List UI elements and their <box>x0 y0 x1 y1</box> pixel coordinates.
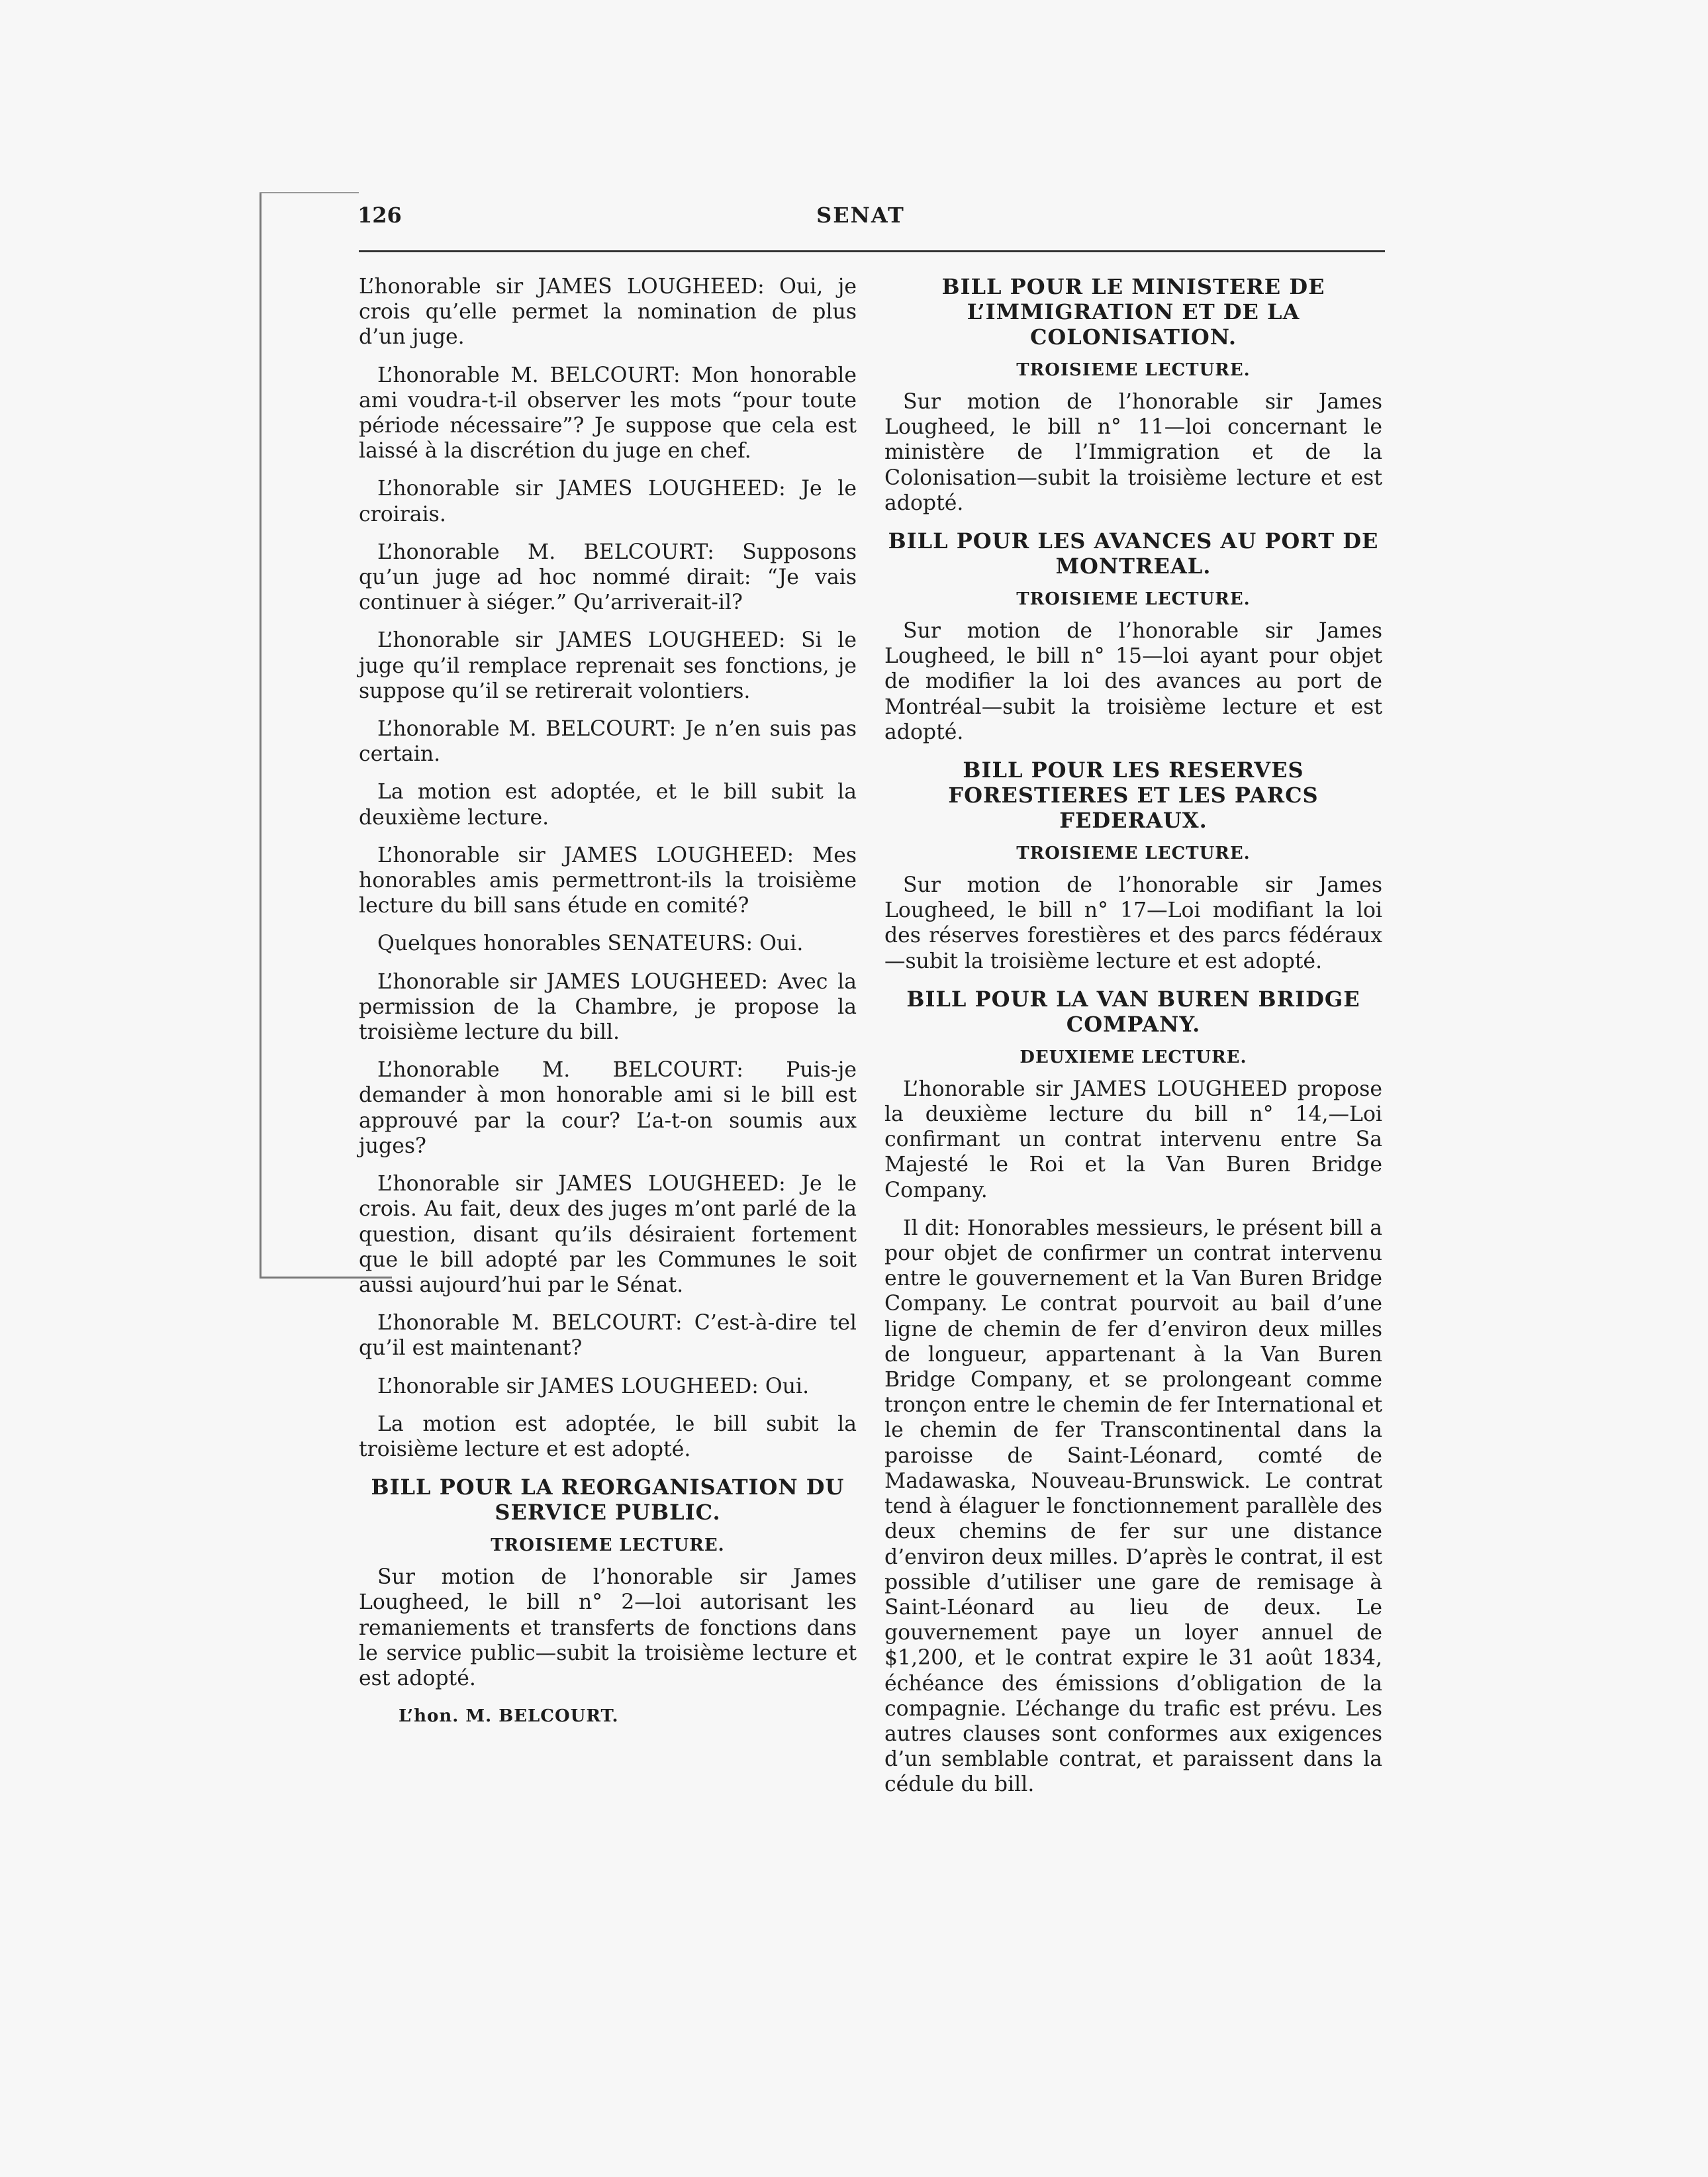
paragraph: L’honorable sir JAMES LOUGHEED: Avec la permission de la Chambre, je propose la troisième lecture du bill. <box>359 969 857 1045</box>
header-rule <box>359 250 1385 252</box>
paragraph: Il dit: Honorables messieurs, le présent bill a pour objet de confirmer un contrat intervenu entre le gouvernement et la Van Buren Bridge Company. Le contrat pourvoit au bail d’une ligne de chemin de fer d’environ deux milles de longueur, appartenant à la Van Buren Bridge Company, et se prolongeant comme tronçon entre le chemin de fer International et le chemin de fer Transcontinental dans la paroisse de Saint-Léonard, comté de Madawaska, Nouveau-Brunswick. Le contrat tend à élaguer le fonctionnement parallèle des deux chemins de fer sur une distance d’environ deux milles. D’après le contrat, il est possible d’utiliser une gare de remisage à Saint-Léonard au lieu de deux. Le gouvernement paye un loyer annuel de $1,200, et le contrat expire le 31 août 1834, échéance des émissions d’obligation de la compagnie. L’échange du trafic est prévu. Les autres clauses sont conformes aux exigences d’un semblable contrat, et paraissent dans la cédule du bill. <box>884 1216 1382 1797</box>
section-heading: BILL POUR LES AVANCES AU PORT DE MONTREAL. <box>888 528 1379 579</box>
paragraph: L’honorable sir JAMES LOUGHEED propose la deuxième lecture du bill n° 14,—Loi confirmant un contrat intervenu entre Sa Majesté le Roi et la Van Buren Bridge Company. <box>884 1077 1382 1202</box>
paragraph: L’honorable sir JAMES LOUGHEED: Oui, je crois qu’elle permet la nomination de plus d’un juge. <box>359 275 857 350</box>
paragraph: Sur motion de l’honorable sir James Lougheed, le bill n° 2—loi autorisant les remaniements et transferts de fonctions dans le service public—subit la troisième lecture et est adopté. <box>359 1565 857 1690</box>
left-column <box>359 274 857 1729</box>
paragraph: L’honorable M. BELCOURT: C’est-à-dire tel qu’il est maintenant? <box>359 1311 857 1361</box>
page-number: 126 <box>357 203 402 228</box>
page-border-left <box>260 192 261 1278</box>
section-heading: BILL POUR LE MINISTERE DE L’IMMIGRATION ET DE LA COLONISATION. <box>941 274 1325 350</box>
paragraph: L’honorable M. BELCOURT: Je n’en suis pas certain. <box>359 717 857 767</box>
paragraph: L’honorable sir JAMES LOUGHEED: Je le croirais. <box>359 477 857 526</box>
signoff: L’hon. M. BELCOURT. <box>399 1706 619 1727</box>
paragraph: La motion est adoptée, et le bill subit la deuxième lecture. <box>359 780 857 830</box>
paragraph: L’honorable M. BELCOURT: Mon honorable ami voudra-t-il observer les mots “pour toute période nécessaire”? Je suppose que cela est laissé à la discrétion du juge en chef. <box>359 363 857 463</box>
right-column <box>884 274 1382 1810</box>
section-subheading: TROISIEME LECTURE. <box>1016 844 1251 864</box>
paragraph: La motion est adoptée, le bill subit la troisième lecture et est adopté. <box>359 1412 857 1461</box>
paragraph: Sur motion de l’honorable sir James Lougheed, le bill n° 17—Loi modifiant la loi des réserves forestières et des parcs fédéraux—subit la troisième lecture et est adopté. <box>884 873 1382 973</box>
section-heading: BILL POUR LA REORGANISATION DU SERVICE PUBLIC. <box>371 1475 845 1525</box>
section-subheading: TROISIEME LECTURE. <box>491 1535 725 1556</box>
section-subheading: TROISIEME LECTURE. <box>1016 360 1251 380</box>
paragraph: L’honorable M. BELCOURT: Supposons qu’un juge ad hoc nommé dirait: “Je vais continuer à siéger.” Qu’arriverait-il? <box>359 540 857 615</box>
section-subheading: DEUXIEME LECTURE. <box>1020 1047 1247 1067</box>
paragraph: Sur motion de l’honorable sir James Lougheed, le bill n° 11—loi concernant le ministère de l’Immigration et de la Colonisation—subit la troisième lecture et est adopté. <box>884 390 1382 515</box>
section-subheading: TROISIEME LECTURE. <box>1016 589 1251 610</box>
paragraph: L’honorable sir JAMES LOUGHEED: Je le crois. Au fait, deux des juges m’ont parlé de la question, disant qu’ils désiraient fortement que le bill adopté par les Communes le soit aussi aujourd’hui par le Sénat. <box>359 1172 857 1297</box>
paragraph: L’honorable sir JAMES LOUGHEED: Oui. <box>377 1374 810 1398</box>
paragraph: L’honorable sir JAMES LOUGHEED: Mes honorables amis permettront-ils la troisième lecture du bill sans étude en comité? <box>359 843 857 918</box>
paragraph: L’honorable M. BELCOURT: Puis-je demander à mon honorable ami si le bill est approuvé par la cour? L’a-t-on soumis aux juges? <box>359 1058 857 1158</box>
running-head: SENAT <box>816 203 905 228</box>
page-border-top <box>260 192 359 193</box>
paragraph: Sur motion de l’honorable sir James Lougheed, le bill n° 15—loi ayant pour objet de modifier la loi des avances au port de Montréal—subit la troisième lecture et est adopté. <box>884 619 1382 744</box>
section-heading: BILL POUR LES RESERVES FORESTIERES ET LES PARCS FEDERAUX. <box>948 757 1319 834</box>
section-heading: BILL POUR LA VAN BUREN BRIDGE COMPANY. <box>906 986 1360 1037</box>
paragraph: Quelques honorables SENATEURS: Oui. <box>377 932 804 956</box>
paragraph: L’honorable sir JAMES LOUGHEED: Si le juge qu’il remplace reprenait ses fonctions, je suppose qu’il se retirerait volontiers. <box>359 628 857 703</box>
